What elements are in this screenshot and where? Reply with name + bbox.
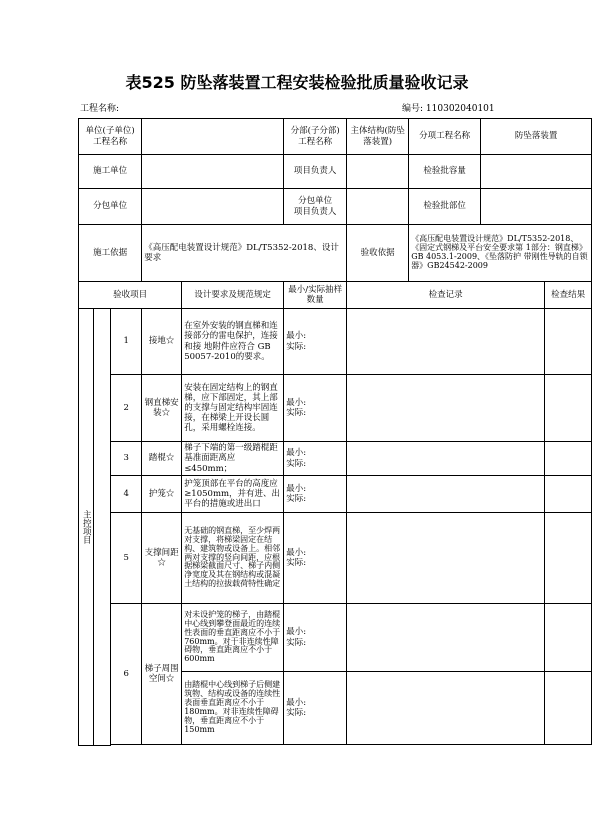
batch-location-value[interactable]: [481, 189, 592, 225]
row-2-no: 2: [111, 375, 142, 442]
row-4-sample: 最小: 实际:: [284, 476, 347, 513]
row-3-record[interactable]: [347, 442, 545, 476]
unit-name-label: 单位(子单位) 工程名称: [79, 119, 142, 155]
col-header-items: 验收项目: [79, 282, 182, 309]
col-header-result: 检查结果: [545, 282, 592, 309]
row-1-name: 接地☆: [142, 309, 182, 375]
row-5-sample: 最小: 实际:: [284, 513, 347, 604]
row-3-sample: 最小: 实际:: [284, 442, 347, 476]
acceptance-basis-value: 《高压配电装置设计规范》DL/T5352-2018、《固定式钢梯及平台安全要求第 1部分：钢直梯》GB 4053.1-2009、《坠落防护 带刚性导轨的自锁器》GB24542-2009: [409, 225, 592, 282]
project-name-label: 工程名称:: [80, 104, 120, 114]
subcontract-unit-label: 分包单位: [79, 189, 142, 225]
page-title: 表525 防坠落装置工程安装检验批质量验收记录: [125, 73, 469, 92]
batch-location-label: 检验批部位: [409, 189, 481, 225]
subcontract-unit-value[interactable]: [142, 189, 284, 225]
serial-number: [402, 101, 495, 114]
row-4-requirement: 护笼顶部在平台的高度应≥1050mm，并有进、出平台的措施或进出口: [182, 476, 284, 513]
main-structure-cell: 主体结构(防坠落装置): [347, 119, 409, 155]
row-5-requirement: 无基础的钢直梯，至少焊两对支撑，将梯梁固定在结构、建筑物或设备上。相邻两对支撑的竖向间距，应根据梯梁截面尺寸、梯子内侧净宽度及其在钢结构或混凝土结构的拉拔载荷特性确定: [182, 513, 284, 604]
row-6a-requirement: 对未设护笼的梯子，由踏棍中心线到攀登面最近的连续性表面的垂直距离应不小于760mm。对于非连续性障碍物，垂直距离应不小于600mm: [182, 604, 284, 672]
construction-basis-value: 《高压配电装置设计规范》DL/T5352-2018、设计要求: [142, 225, 347, 282]
row-4-record[interactable]: [347, 476, 545, 513]
row-6a-result[interactable]: [545, 604, 592, 672]
row-3-requirement: 梯子下端的第一级踏棍距基准面距离应≤450mm；: [182, 442, 284, 476]
row-6-name: 梯子周围空间☆: [142, 604, 182, 745]
col-header-record: 检查记录: [347, 282, 545, 309]
row-6b-record[interactable]: [347, 672, 545, 745]
row-1-sample: 最小: 实际:: [284, 309, 347, 375]
col-header-design: 设计要求及规范规定: [182, 282, 284, 309]
subcontract-manager-value[interactable]: [347, 189, 409, 225]
row-3-name: 踏棍☆: [142, 442, 182, 476]
subcontract-manager-label: 分包单位 项目负责人: [284, 189, 347, 225]
row-5-record[interactable]: [347, 513, 545, 604]
row-6a-sample: 最小: 实际:: [284, 604, 347, 672]
table-bottom-spacer: [111, 745, 592, 746]
subitem-name-value: 防坠落装置: [481, 119, 592, 155]
row-6b-requirement: 由踏棍中心线到梯子后侧建筑物、结构或设备的连续性表面垂直距离应不小于180mm。对非连续性障碍物，垂直距离应不小于150mm: [182, 672, 284, 745]
project-manager-value[interactable]: [347, 155, 409, 189]
row-4-name: 护笼☆: [142, 476, 182, 513]
row-1-no: 1: [111, 309, 142, 375]
inspection-table: [78, 118, 592, 746]
row-6b-sample: 最小: 实际:: [284, 672, 347, 745]
row-1-result[interactable]: [545, 309, 592, 375]
construction-basis-label: 施工依据: [79, 225, 142, 282]
row-4-result[interactable]: [545, 476, 592, 513]
subitem-name-label: 分项工程名称: [409, 119, 481, 155]
batch-capacity-label: 检验批容量: [409, 155, 481, 189]
serial-label: 编号:: [402, 104, 424, 114]
row-1-requirement: 在室外安装的钢直梯和连接部分的雷电保护，连接和接 地附件应符合 GB 50057-2010的要求。: [182, 309, 284, 375]
row-6-no: 6: [111, 604, 142, 745]
row-2-name: 钢直梯安装☆: [142, 375, 182, 442]
row-2-result[interactable]: [545, 375, 592, 442]
col-header-sample: 最小/实际抽样数量: [284, 282, 347, 309]
batch-capacity-value[interactable]: [481, 155, 592, 189]
construction-unit-label: 施工单位: [79, 155, 142, 189]
row-3-result[interactable]: [545, 442, 592, 476]
group-spacer: [94, 309, 111, 746]
row-2-requirement: 安装在固定结构上的钢直梯，应下部固定，其上部的支撑与固定结构牢固连接，在梯梁上开设长圆孔，采用螺栓连接。: [182, 375, 284, 442]
row-5-result[interactable]: [545, 513, 592, 604]
project-manager-label: 项目负责人: [284, 155, 347, 189]
row-5-name: 支撑间距☆: [142, 513, 182, 604]
row-6b-result[interactable]: [545, 672, 592, 745]
group-label-main-control: 主控项目: [79, 309, 94, 746]
row-2-sample: 最小: 实际:: [284, 375, 347, 442]
row-2-record[interactable]: [347, 375, 545, 442]
division-name-label: 分部(子分部) 工程名称: [284, 119, 347, 155]
row-6a-record[interactable]: [347, 604, 545, 672]
construction-unit-value[interactable]: [142, 155, 284, 189]
row-5-no: 5: [111, 513, 142, 604]
row-4-no: 4: [111, 476, 142, 513]
acceptance-basis-label: 验收依据: [347, 225, 409, 282]
unit-name-value[interactable]: [142, 119, 284, 155]
serial-value: 110302040101: [425, 104, 495, 114]
row-1-record[interactable]: [347, 309, 545, 375]
row-3-no: 3: [111, 442, 142, 476]
